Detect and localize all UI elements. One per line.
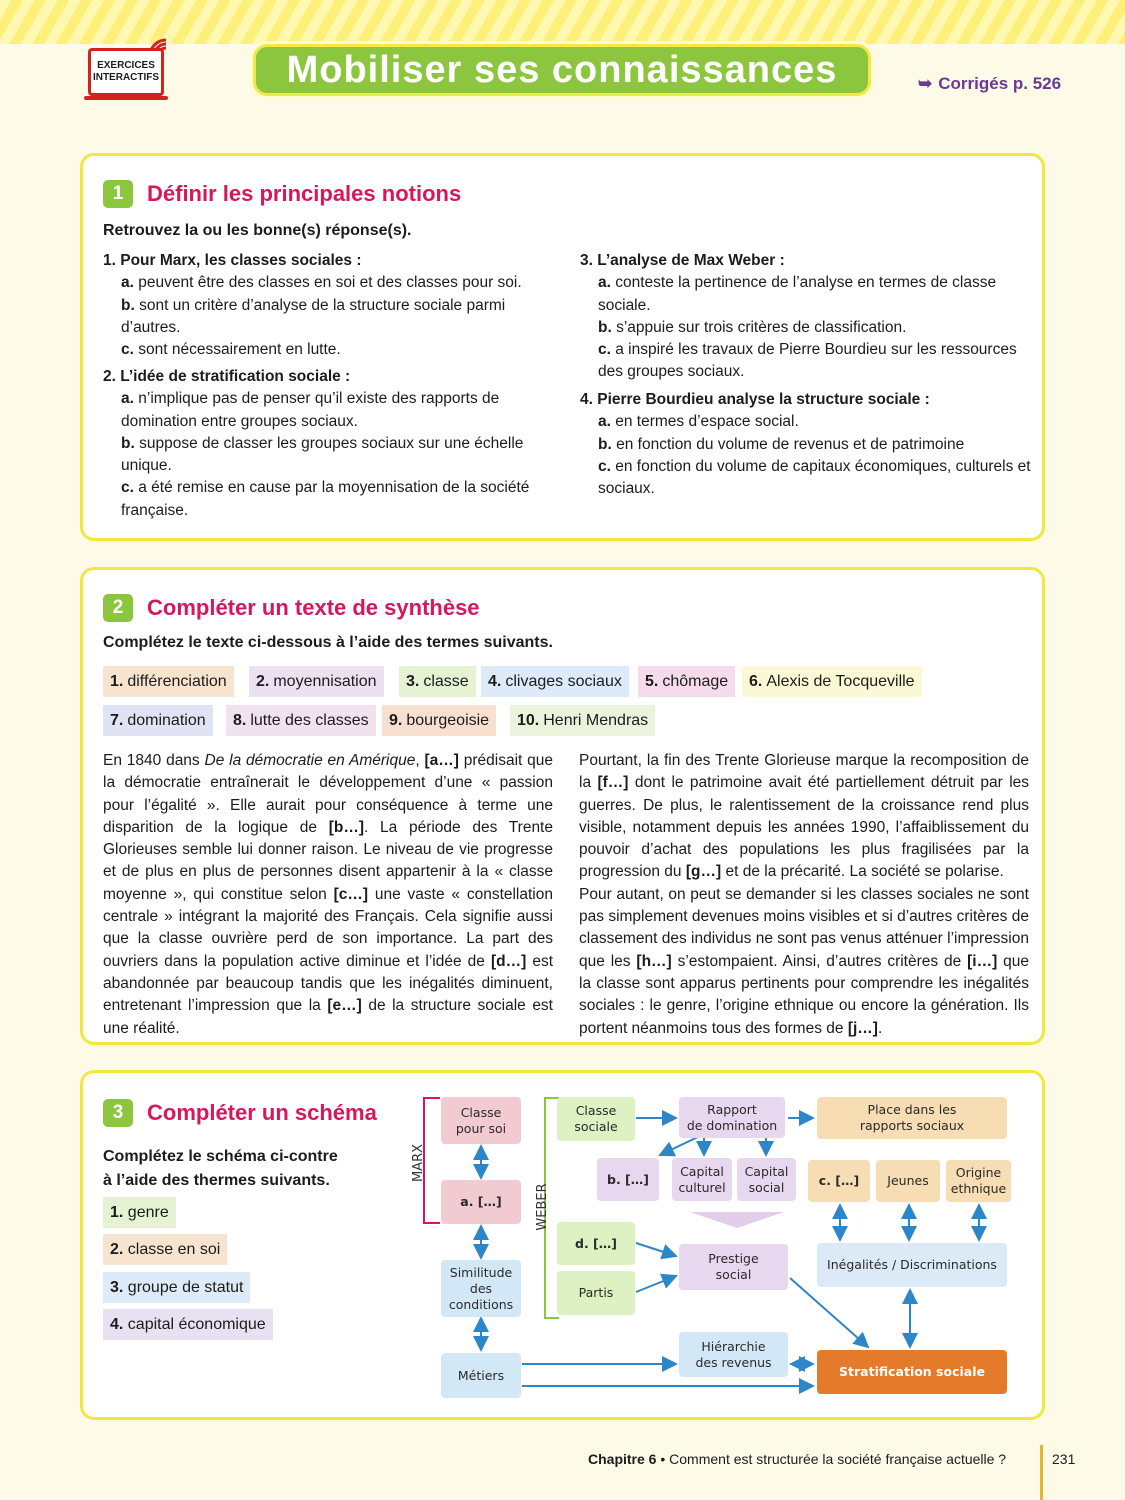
exercise-instruction: Retrouvez la ou les bonne(s) réponse(s).	[103, 222, 412, 239]
exercise-title: Compléter un texte de synthèse	[147, 595, 480, 620]
term-chip[interactable]: 4. clivages sociaux	[481, 666, 629, 697]
option-c[interactable]: c. a été remise en cause par la moyennisation de la société française.	[121, 479, 530, 519]
footer-chapter: Chapitre 6	[588, 1451, 657, 1467]
node-stratification-sociale: Stratification sociale	[817, 1350, 1007, 1394]
term-chip[interactable]: 3. classe	[399, 666, 476, 697]
question-head: 2. L’idée de stratification sociale :	[103, 368, 351, 385]
exercise-number-badge: 2	[103, 594, 133, 622]
term-chip[interactable]: 5. chômage	[638, 666, 735, 697]
blank-i[interactable]: [i…]	[967, 952, 998, 970]
blank-g[interactable]: [g…]	[685, 863, 722, 881]
option-c[interactable]: c. en fonction du volume de capitaux économiques, culturels et sociaux.	[598, 457, 1031, 498]
node-blank-b[interactable]: b. […]	[597, 1158, 659, 1201]
term-chip[interactable]: 9. bourgeoisie	[382, 705, 496, 736]
term-chip[interactable]: 2. classe en soi	[103, 1234, 227, 1265]
node-similitude: Similitude des conditions	[441, 1260, 521, 1317]
node-place-rapports: Place dans les rapports sociaux	[817, 1097, 1007, 1139]
synthesis-text-right: Pourtant, la fin des Trente Glorieuse marque la recomposition de la [f…] dont le patrimoine avait été partiellement détruit par les guerres. De plus, le ralentissement de la croissance rend plus visible, notamment depuis les années 1990, l’affaiblissement du pouvoir d’achat des populations les plus fragilisées par la progression du [g…] et de la précarité. La société se polarise. Pour autant, on peut se demander si les classes sociales ne sont pas simplement devenues moins visibles et si d’autres critères de classement des individus ne sont pas venus atténuer l’impression que les [h…] s’estompaient. Ainsi, d’autres critères de [i…] que la classe sont apparus pertinents pour comprendre les inégalités sociales : le genre, l’origine ethnique ou encore la génération. Ils portent néanmoins tous des formes de [j…].	[579, 752, 1030, 1037]
option-a[interactable]: a. en termes d’espace social.	[598, 413, 799, 431]
option-b[interactable]: b. suppose de classer les groupes sociaux sur une échelle unique.	[121, 434, 524, 475]
footer-question: Comment est structurée la société française actuelle ?	[669, 1451, 1007, 1467]
node-classe-pour-soi: Classe pour soi	[441, 1097, 521, 1144]
exercise-title: Compléter un schéma	[147, 1100, 377, 1125]
term-chip[interactable]: 8. lutte des classes	[226, 705, 376, 736]
term-chip[interactable]: 1. différenciation	[103, 666, 234, 697]
weber-label: WEBER	[535, 1183, 550, 1231]
blank-b[interactable]: [b…]	[328, 818, 364, 836]
option-c[interactable]: c. a inspiré les travaux de Pierre Bourdieu sur les ressources des groupes sociaux.	[598, 341, 1017, 381]
blank-a[interactable]: [a…]	[424, 752, 459, 769]
node-capital-social: Capital social	[737, 1158, 796, 1201]
option-a[interactable]: a. n’implique pas de penser qu’il existe des rapports de domination entre groupes sociaux.	[121, 390, 500, 430]
blank-j[interactable]: [j…]	[847, 1019, 878, 1037]
corriges-label: Corrigés p. 526	[938, 74, 1062, 93]
term-chip[interactable]: 10. Henri Mendras	[510, 705, 655, 736]
blank-e[interactable]: [e…]	[327, 997, 362, 1015]
term-chip[interactable]: 7. domination	[103, 705, 213, 736]
exercise-title: Définir les principales notions	[147, 181, 462, 206]
node-inegalites: Inégalités / Discriminations	[817, 1243, 1007, 1287]
node-blank-c[interactable]: c. […]	[808, 1160, 870, 1202]
node-rapport-domination: Rapport de domination	[679, 1097, 785, 1138]
node-origine-ethnique: Origine ethnique	[946, 1160, 1011, 1202]
term-chip[interactable]: 1. genre	[103, 1197, 176, 1228]
term-chip[interactable]: 6. Alexis de Tocqueville	[742, 666, 922, 697]
page-title: Mobiliser ses connaissances	[253, 44, 871, 96]
option-b[interactable]: b. en fonction du volume de revenus et de patrimoine	[598, 435, 965, 453]
exercise-number-badge: 1	[103, 180, 133, 208]
term-chip[interactable]: 4. capital économique	[103, 1309, 273, 1340]
node-capital-culturel: Capital culturel	[672, 1158, 732, 1201]
page-number: 231	[1052, 1451, 1076, 1467]
page-footer: Chapitre 6 • Comment est structurée la société française actuelle ?	[588, 1451, 1007, 1467]
question-head: 3. L’analyse de Max Weber :	[580, 252, 785, 269]
node-hierarchie-revenus: Hiérarchie des revenus	[679, 1332, 788, 1377]
node-prestige-social: Prestige social	[679, 1244, 788, 1290]
term-chip[interactable]: 2. moyennisation	[249, 666, 384, 697]
arrow-icon: ➥	[918, 74, 933, 93]
convergence-triangle	[690, 1212, 784, 1228]
node-blank-d[interactable]: d. […]	[557, 1222, 635, 1265]
option-c[interactable]: c. sont nécessairement en lutte.	[121, 341, 341, 359]
option-b[interactable]: b. sont un critère d’analyse de la structure sociale parmi d’autres.	[121, 296, 506, 336]
marx-label: MARX	[411, 1143, 426, 1183]
node-partis: Partis	[557, 1271, 635, 1315]
badge-line2: INTERACTIFS	[92, 72, 160, 83]
option-a[interactable]: a. peuvent être des classes en soi et des classes pour soi.	[121, 274, 522, 292]
footer-divider	[1040, 1445, 1043, 1500]
synthesis-text-left: En 1840 dans De la démocratie en Amérique, [a…] prédisait que la démocratie entraînerait le développement d’une « passion pour l’égalité ». Elle aurait pour conséquence à terme une disparition de la logique de [b…]. La période des Trente Glorieuses semble lui donner raison. Le niveau de vie progresse et de plus en plus de personnes disent appartenir à la « classe moyenne », qui constitue selon [c…] une vaste « constellation centrale » intégrant la majorité des Français. Cela signifie aussi que la classe ouvrière perd de son importance. La part des ouvriers dans la population active diminue et l’idée de [d…] est abandonnée par beaucoup tandis que les inégalités diminuent, entretenant l’impression que la [e…] de la structure sociale est une réalité.	[103, 752, 554, 1037]
blank-d[interactable]: [d…]	[490, 952, 527, 970]
node-classe-sociale: Classe sociale	[557, 1097, 635, 1141]
question-head: 4. Pierre Bourdieu analyse la structure sociale :	[580, 391, 930, 408]
node-jeunes: Jeunes	[876, 1160, 940, 1202]
badge-line1: EXERCICES	[97, 60, 155, 71]
exercise-instruction: Complétez le schéma ci-contre à l’aide des thermes suivants.	[103, 1148, 338, 1189]
book-title: De la démocratie en Amérique	[204, 752, 416, 769]
blank-f[interactable]: [f…]	[597, 774, 629, 792]
option-b[interactable]: b. s’appuie sur trois critères de classification.	[598, 318, 907, 336]
exercise-number-badge: 3	[103, 1099, 133, 1127]
term-chip[interactable]: 3. groupe de statut	[103, 1272, 250, 1303]
node-metiers: Métiers	[441, 1353, 521, 1398]
exercise-instruction: Complétez le texte ci-dessous à l’aide des termes suivants.	[103, 634, 553, 651]
blank-h[interactable]: [h…]	[636, 952, 672, 970]
blank-c[interactable]: [c…]	[333, 885, 369, 903]
question-head: 1. Pour Marx, les classes sociales :	[103, 252, 362, 269]
node-blank-a[interactable]: a. […]	[441, 1180, 521, 1224]
option-a[interactable]: a. conteste la pertinence de l’analyse en termes de classe sociale.	[598, 274, 997, 314]
